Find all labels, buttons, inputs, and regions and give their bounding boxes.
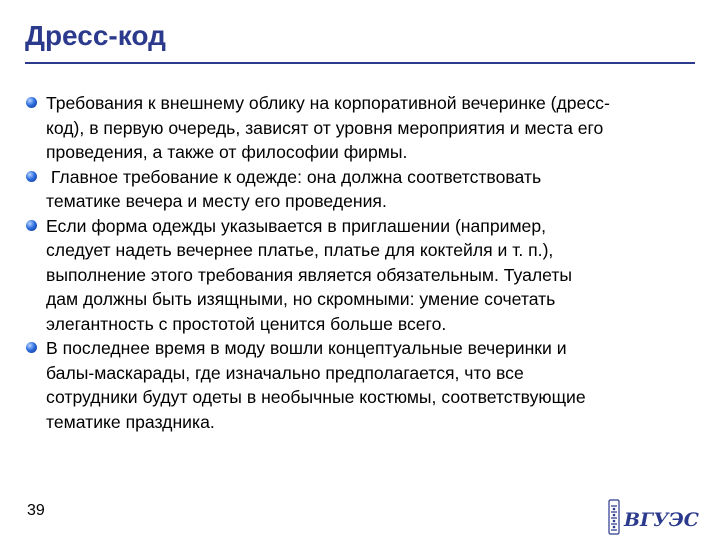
bullet-line: Требования к внешнему облику на корпоративной вечеринке (дресс- [46, 93, 610, 113]
bullet-dot-icon [26, 342, 37, 353]
bullet-line: В последнее время в моду вошли концептуальные вечеринки и [46, 338, 567, 358]
bullet-item [25, 214, 697, 337]
page-number: 39 [27, 502, 45, 519]
bullet-line: Главное требование к одежде: она должна соответствовать [46, 166, 542, 187]
bullet-line: код), в первую очередь, зависят от уровня мероприятия и места его [46, 117, 604, 138]
bullet-line: тематике праздника. [46, 411, 215, 432]
bullet-line: дам должны быть изящными, но скромными: умение сочетать [46, 289, 556, 309]
bullet-line: Если форма одежды указывается в приглашении (например, [46, 215, 547, 236]
bullet-line: балы-маскарады, где изначально предполагается, что все [46, 362, 524, 383]
bullet-dot-icon [26, 220, 37, 231]
title-divider [25, 62, 695, 64]
slide-title: Дресс-код [25, 20, 166, 51]
bullet-line: выполнение этого требования является обязательным. Туалеты [46, 264, 573, 285]
bullet-list [25, 91, 697, 434]
bullet-item [25, 91, 697, 165]
bullet-dot-icon [26, 97, 37, 108]
bullet-item [25, 336, 697, 434]
university-logo-icon [606, 498, 699, 536]
bullet-line: следует надеть вечернее платье, платье для коктейля и т. п.), [46, 240, 554, 260]
bullet-item [25, 165, 697, 214]
bullet-dot-icon [26, 171, 37, 182]
bullet-line: тематике вечера и месту его проведения. [46, 191, 387, 211]
bullet-line: сотрудники будут одеты в необычные костюмы, соответствующие [46, 387, 586, 407]
logo-text: ВГУЭС [624, 509, 699, 531]
bullet-line: проведения, а также от философии фирмы. [46, 142, 408, 162]
bullet-line: элегантность с простотой ценится больше всего. [46, 313, 447, 334]
